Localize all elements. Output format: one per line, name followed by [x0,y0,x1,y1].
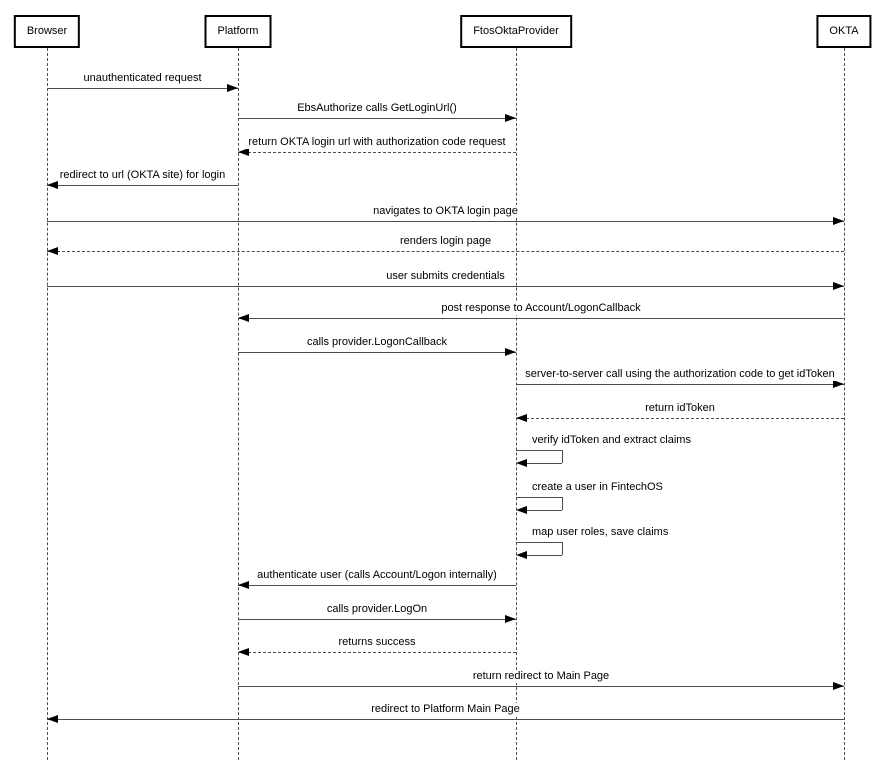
message-line [238,619,516,620]
message-line [47,185,238,186]
message-arrowhead-icon [238,314,249,322]
message-arrowhead-icon [47,181,58,189]
lifeline-okta [844,48,845,760]
message-line [238,652,516,653]
message-line [516,418,844,419]
message-label: verify idToken and extract claims [532,434,691,446]
message-label: returns success [338,636,416,648]
message-line [238,352,516,353]
message-arrowhead-icon [47,715,58,723]
message-line [238,318,844,319]
message-label: create a user in FintechOS [532,481,663,493]
self-message-right-line [562,542,563,555]
message-label: calls provider.LogonCallback [306,336,448,348]
self-message-bottom-line [526,463,562,464]
message-label: return redirect to Main Page [472,670,610,682]
message-line [47,221,844,222]
lifeline-browser [47,48,48,760]
message-label: renders login page [399,235,492,247]
message-arrowhead-icon [516,551,527,559]
self-message-right-line [562,450,563,463]
message-arrowhead-icon [833,282,844,290]
message-line [516,384,844,385]
message-arrowhead-icon [833,217,844,225]
message-label: unauthenticated request [83,72,202,84]
actor-box-platform: Platform [205,15,272,48]
message-arrowhead-icon [516,506,527,514]
self-message-top-line [516,497,562,498]
self-message-right-line [562,497,563,510]
message-label: user submits credentials [386,270,505,282]
message-arrowhead-icon [516,459,527,467]
lifeline-ftos [516,48,517,760]
message-arrowhead-icon [505,114,516,122]
message-label: calls provider.LogOn [326,603,428,615]
message-arrowhead-icon [516,414,527,422]
actor-box-ftos: FtosOktaProvider [460,15,572,48]
self-message-bottom-line [526,555,562,556]
message-line [47,719,844,720]
message-label: navigates to OKTA login page [373,205,518,217]
message-line [238,686,844,687]
message-arrowhead-icon [238,148,249,156]
message-label: return idToken [645,402,715,414]
message-arrowhead-icon [505,615,516,623]
message-arrowhead-icon [238,581,249,589]
message-line [47,251,844,252]
actor-box-browser: Browser [14,15,80,48]
message-line [47,88,238,89]
message-label: map user roles, save claims [532,526,669,538]
message-label: return OKTA login url with authorization code request [248,136,506,148]
message-arrowhead-icon [833,682,844,690]
message-arrowhead-icon [238,648,249,656]
message-label: post response to Account/LogonCallback [441,302,641,314]
message-line [238,152,516,153]
message-arrowhead-icon [833,380,844,388]
message-label: redirect to url (OKTA site) for login [59,169,226,181]
message-label: EbsAuthorize calls GetLoginUrl() [297,102,457,114]
self-message-top-line [516,450,562,451]
message-arrowhead-icon [227,84,238,92]
actor-box-okta: OKTA [816,15,871,48]
message-arrowhead-icon [47,247,58,255]
message-arrowhead-icon [505,348,516,356]
message-label: redirect to Platform Main Page [371,703,520,715]
message-line [238,585,516,586]
message-label: authenticate user (calls Account/Logon internally) [257,569,497,581]
self-message-bottom-line [526,510,562,511]
message-line [47,286,844,287]
self-message-top-line [516,542,562,543]
message-label: server-to-server call using the authorization code to get idToken [525,368,835,380]
message-line [238,118,516,119]
